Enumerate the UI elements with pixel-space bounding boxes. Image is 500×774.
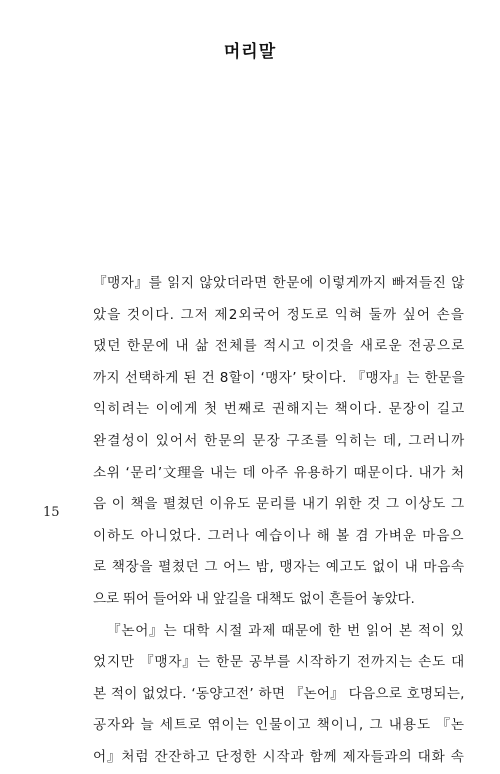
text-line: 완결성이 있어서 한문의 문장 구조를 익히는 데, 그러니까 <box>93 432 466 449</box>
page-title: 머리말 <box>223 42 277 62</box>
text-line: 음 이 책을 펼쳤던 이유도 문리를 내기 위한 것 그 이상도 그 <box>93 496 465 513</box>
text-line: 댔던 한문에 내 삶 전체를 적시고 이것을 새로운 전공으로 <box>93 338 466 355</box>
page-number: 15 <box>43 505 60 520</box>
text-line: 이하도 아니었다. 그러나 예습이나 해 볼 겸 가벼운 마음으 <box>93 527 465 544</box>
body-text <box>93 268 465 774</box>
text-line: 본 적이 없었다. ‘동양고전’ 하면 『논어』 다음으로 호명되는, <box>93 685 465 702</box>
text-line: 까지 선택하게 된 건 8할이 ‘맹자’ 탓이다. 『맹자』는 한문을 <box>93 369 466 386</box>
text-line: 소위 ‘문리’文理을 내는 데 아주 유용하기 때문이다. 내가 처 <box>93 464 465 481</box>
text-line: 어』처럼 잔잔하고 단정한 시작과 함께 제자들과의 대화 속 <box>93 748 465 765</box>
text-line: 로 책장을 펼쳤던 그 어느 밤, 맹자는 예고도 없이 내 마음속 <box>93 559 465 576</box>
text-line: 『맹자』를 읽지 않았더라면 한문에 이렇게까지 빠져들진 않 <box>93 275 465 291</box>
text-line: 었지만 『맹자』는 한문 공부를 시작하기 전까지는 손도 대 <box>93 654 466 671</box>
text-line: 았을 것이다. 그저 제2외국어 정도로 익혀 둘까 싶어 손을 <box>93 306 466 323</box>
text-line: 『논어』는 대학 시절 과제 때문에 한 번 읽어 본 적이 있 <box>107 622 465 639</box>
text-line: 공자와 늘 세트로 엮이는 인물이고 책이니, 그 내용도 『논 <box>93 717 465 734</box>
text-line: 익히려는 이에게 첫 번째로 권해지는 책이다. 문장이 길고 <box>93 401 466 418</box>
text-line: 으로 뛰어 들어와 내 앞길을 대책도 없이 흔들어 놓았다. <box>93 590 415 607</box>
